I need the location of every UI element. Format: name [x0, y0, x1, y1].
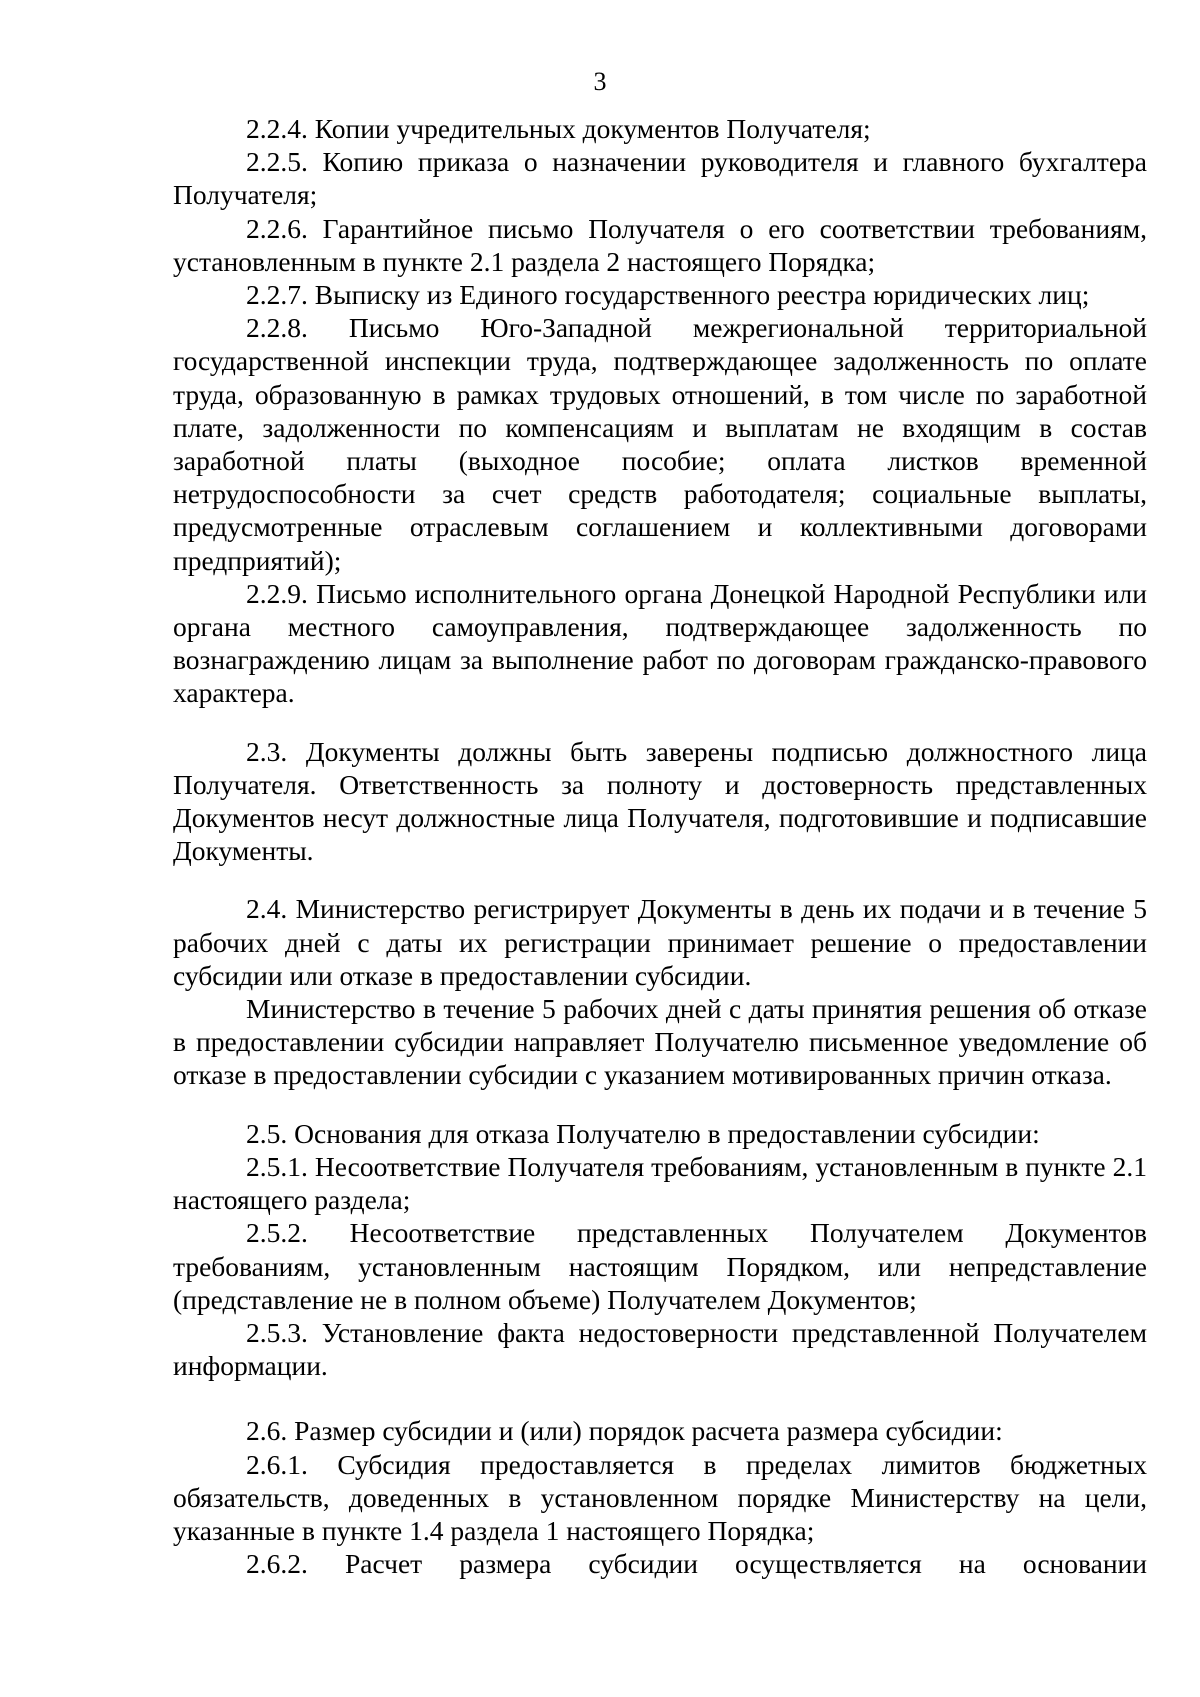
paragraph-2-5-1: 2.5.1. Несоответствие Получателя требованиям, установленным в пункте 2.1 настоящего раздела; [173, 1150, 1147, 1216]
paragraph-spacer [173, 710, 1147, 735]
paragraph-2-2-5: 2.2.5. Копию приказа о назначении руководителя и главного бухгалтера Получателя; [173, 146, 1147, 211]
paragraph-2-2-6: 2.2.6. Гарантийное письмо Получателя о его соответствии требованиям, установленным в пункте 2.1 раздела 2 настоящего Порядка; [173, 212, 1147, 277]
paragraph-2-5: 2.5. Основания для отказа Получателю в предоставлении субсидии: [246, 1117, 1040, 1149]
paragraph-2-4-refusal-notice: Министерство в течение 5 рабочих дней с даты принятия решения об отказе в предоставлении субсидии направляет Получателю письменное уведомление об отказе в предоставлении субсидии с указанием мотивированных причин отказа. [173, 993, 1147, 1091]
paragraph-2-2-4: 2.2.4. Копии учредительных документов Получателя; [246, 113, 871, 144]
paragraph-2-6-2: 2.6.2. Расчет размера субсидии осуществляется на основании [246, 1548, 1147, 1580]
paragraph-spacer [173, 1382, 1147, 1414]
paragraph-2-3: 2.3. Документы должны быть заверены подписью должностного лица Получателя. Ответственность за полноту и достоверность представленных Документов несут должностные лица Получателя, подготовившие и подписавшие Документы. [173, 735, 1147, 867]
paragraph-2-2-8: 2.2.8. Письмо Юго-Западной межрегиональной территориальной государственной инспекции труда, подтверждающее задолженность по оплате труда, образованную в рамках трудовых отношений, в том числе по заработной плате, задолженности по компенсациям и выплатам не входящим в состав заработной платы (выходное пособие; оплата листков временной нетрудоспособности за счет средств работодателя; социальные выплаты, предусмотренные отраслевым соглашением и коллективными договорами предприятий); [173, 312, 1147, 576]
paragraph-2-5-2: 2.5.2. Несоответствие представленных Получателем Документов требованиям, установленным настоящим Порядком, или непредставление (представление не в полном объеме) Получателем Документов; [173, 1217, 1147, 1315]
paragraph-spacer [173, 867, 1147, 892]
paragraph-spacer [173, 1092, 1147, 1117]
paragraph-2-2-7: 2.2.7. Выписку из Единого государственного реестра юридических лиц; [246, 279, 1090, 311]
document-body [173, 112, 1147, 1580]
paragraph-2-5-3: 2.5.3. Установление факта недостоверности представленной Получателем информации. [173, 1316, 1147, 1382]
paragraph-2-4: 2.4. Министерство регистрирует Документы в день их подачи и в течение 5 рабочих дней с даты их регистрации принимает решение о предоставлении субсидии или отказе в предоставлении субсидии. [173, 893, 1147, 991]
paragraph-2-6: 2.6. Размер субсидии и (или) порядок расчета размера субсидии: [246, 1415, 1003, 1447]
paragraph-2-6-1: 2.6.1. Субсидия предоставляется в пределах лимитов бюджетных обязательств, доведенных в установленном порядке Министерству на цели, указанные в пункте 1.4 раздела 1 настоящего Порядка; [173, 1448, 1147, 1546]
paragraph-2-2-9: 2.2.9. Письмо исполнительного органа Донецкой Народной Республики или органа местного самоуправления, подтверждающее задолженность по вознаграждению лицам за выполнение работ по договорам гражданско-правового характера. [173, 577, 1147, 709]
page-number: 3 [593, 67, 607, 96]
